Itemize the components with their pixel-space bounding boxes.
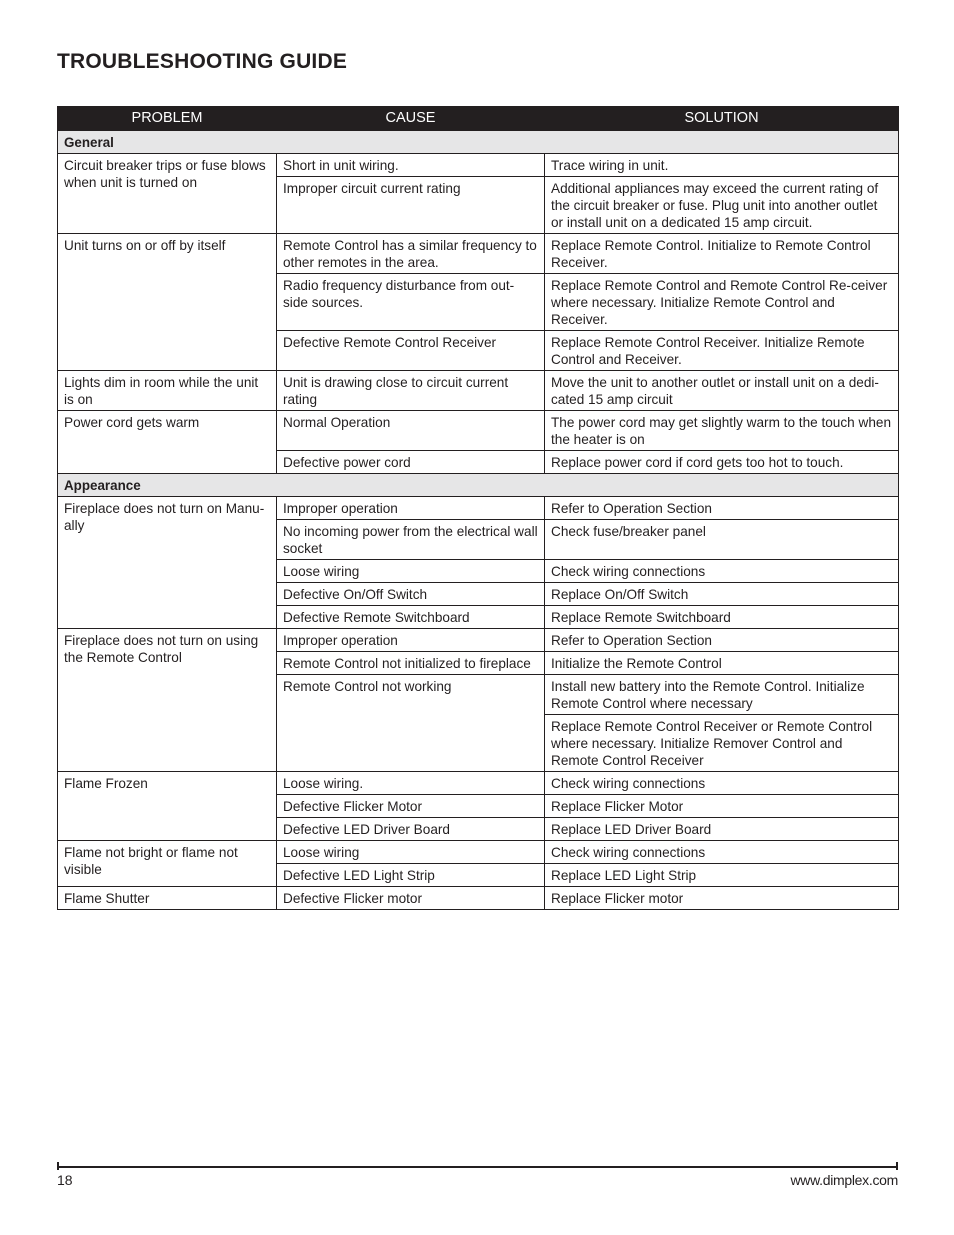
cause-cell: Defective power cord — [277, 451, 545, 474]
solution-cell: Move the unit to another outlet or install unit on a dedi-cated 15 amp circuit — [545, 371, 899, 411]
solution-cell: Replace Remote Control and Remote Control Re-ceiver where necessary. Initialize Remote Control and Receiver. — [545, 274, 899, 331]
table-row — [58, 887, 899, 910]
solution-column-header: SOLUTION — [545, 107, 899, 131]
solution-cell: Refer to Operation Section — [545, 497, 899, 520]
cause-cell: No incoming power from the electrical wall socket — [277, 520, 545, 560]
problem-cell: Fireplace does not turn on using the Remote Control — [58, 629, 277, 772]
section-row — [58, 474, 899, 497]
cause-cell: Remote Control not initialized to fireplace — [277, 652, 545, 675]
problem-cell: Power cord gets warm — [58, 411, 277, 474]
table-row — [58, 411, 899, 451]
table-row — [58, 629, 899, 652]
solution-cell: Refer to Operation Section — [545, 629, 899, 652]
problem-cell: Fireplace does not turn on Manu-ally — [58, 497, 277, 629]
section-general: General — [58, 131, 899, 154]
cause-cell: Defective Flicker Motor — [277, 795, 545, 818]
cause-cell: Normal Operation — [277, 411, 545, 451]
cause-cell: Remote Control has a similar frequency to other remotes in the area. — [277, 234, 545, 274]
table-row — [58, 497, 899, 520]
troubleshooting-table — [57, 106, 899, 910]
solution-cell: Replace Remote Control. Initialize to Remote Control Receiver. — [545, 234, 899, 274]
cause-cell: Loose wiring. — [277, 772, 545, 795]
page-title: TROUBLESHOOTING GUIDE — [57, 50, 348, 73]
cause-cell: Loose wiring — [277, 560, 545, 583]
problem-cell: Lights dim in room while the unit is on — [58, 371, 277, 411]
solution-cell: Replace LED Driver Board — [545, 818, 899, 841]
problem-cell: Flame not bright or flame not visible — [58, 841, 277, 887]
solution-cell: Replace Remote Control Receiver or Remote Control where necessary. Initialize Remover Control and Remote Control Receiver — [545, 715, 899, 772]
page-number: 18 — [57, 1172, 73, 1188]
cause-cell: Loose wiring — [277, 841, 545, 864]
cause-cell: Improper operation — [277, 497, 545, 520]
footer-tick-right — [896, 1162, 898, 1170]
solution-cell: Trace wiring in unit. — [545, 154, 899, 177]
table-header-row — [58, 107, 899, 131]
solution-cell: Check wiring connections — [545, 841, 899, 864]
solution-cell: Replace Flicker Motor — [545, 795, 899, 818]
solution-cell: Check wiring connections — [545, 772, 899, 795]
problem-column-header: PROBLEM — [58, 107, 277, 131]
solution-cell: Replace Remote Control Receiver. Initialize Remote Control and Receiver. — [545, 331, 899, 371]
cause-cell: Improper operation — [277, 629, 545, 652]
table-row — [58, 154, 899, 177]
cause-cell: Improper circuit current rating — [277, 177, 545, 234]
cause-cell: Defective LED Driver Board — [277, 818, 545, 841]
table-row — [58, 234, 899, 274]
solution-cell: Check fuse/breaker panel — [545, 520, 899, 560]
footer-tick-left — [57, 1162, 59, 1170]
cause-cell: Defective Remote Switchboard — [277, 606, 545, 629]
solution-cell: Install new battery into the Remote Control. Initialize Remote Control where necessary — [545, 675, 899, 715]
cause-cell: Radio frequency disturbance from out-side sources. — [277, 274, 545, 331]
cause-cell: Short in unit wiring. — [277, 154, 545, 177]
problem-cell: Circuit breaker trips or fuse blows when unit is turned on — [58, 154, 277, 234]
cause-cell: Defective On/Off Switch — [277, 583, 545, 606]
cause-cell: Defective LED Light Strip — [277, 864, 545, 887]
cause-cell: Unit is drawing close to circuit current rating — [277, 371, 545, 411]
solution-cell: The power cord may get slightly warm to the touch when the heater is on — [545, 411, 899, 451]
cause-column-header: CAUSE — [277, 107, 545, 131]
table-row — [58, 772, 899, 795]
table-row — [58, 371, 899, 411]
solution-cell: Replace Remote Switchboard — [545, 606, 899, 629]
problem-cell: Unit turns on or off by itself — [58, 234, 277, 371]
solution-cell: Additional appliances may exceed the current rating of the circuit breaker or fuse. Plug unit into another outlet or install unit on a dedicated 15 amp circuit. — [545, 177, 899, 234]
cause-cell: Defective Flicker motor — [277, 887, 545, 910]
solution-cell: Initialize the Remote Control — [545, 652, 899, 675]
cause-cell: Defective Remote Control Receiver — [277, 331, 545, 371]
solution-cell: Replace LED Light Strip — [545, 864, 899, 887]
solution-cell: Replace On/Off Switch — [545, 583, 899, 606]
solution-cell: Check wiring connections — [545, 560, 899, 583]
section-appearance: Appearance — [58, 474, 899, 497]
problem-cell: Flame Shutter — [58, 887, 277, 910]
table-row — [58, 841, 899, 864]
solution-cell: Replace power cord if cord gets too hot to touch. — [545, 451, 899, 474]
cause-cell: Remote Control not working — [277, 675, 545, 772]
section-row — [58, 131, 899, 154]
footer-rule — [57, 1166, 898, 1168]
problem-cell: Flame Frozen — [58, 772, 277, 841]
website-url: www.dimplex.com — [790, 1172, 898, 1188]
solution-cell: Replace Flicker motor — [545, 887, 899, 910]
